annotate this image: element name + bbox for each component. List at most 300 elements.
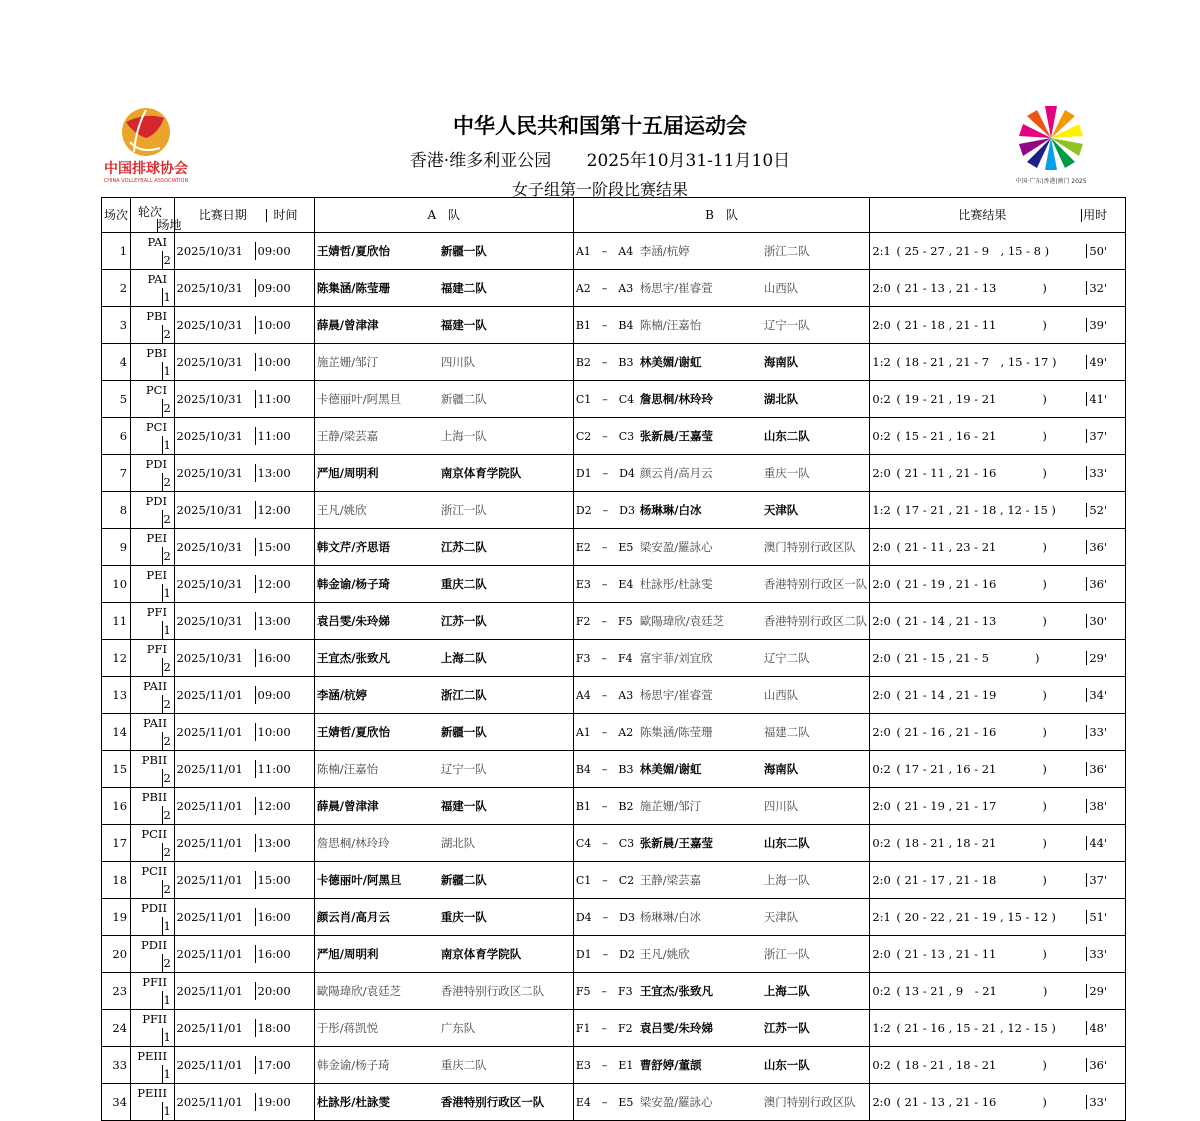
duration: 36' [1086, 540, 1107, 554]
results-subtitle: 女子组第一阶段比赛结果 [511, 180, 688, 199]
date-time [174, 1084, 314, 1121]
match-no: 1 [102, 233, 131, 270]
table-row [102, 381, 1200, 418]
set-detail: ( 13 - 21 , 9 - 21 ) [896, 984, 1048, 998]
set-score: 2:0 [872, 577, 891, 591]
court: 1 [163, 919, 171, 933]
team-a-cell [314, 270, 573, 307]
team-a-name: 新疆二队 [440, 392, 487, 406]
match-no: 20 [102, 936, 131, 973]
set-score: 2:0 [872, 947, 891, 961]
round-court [131, 714, 174, 751]
pool-positions: F5 – F3 [575, 984, 633, 998]
team-b-players: 曹舒婷/董颉 [639, 1057, 702, 1072]
match-time: 15:00 [255, 871, 296, 889]
team-b-name: 澳门特别行政区队 [763, 539, 856, 554]
match-time: 16:00 [255, 649, 296, 667]
court: 1 [163, 1104, 171, 1118]
team-a-name: 新疆一队 [440, 725, 487, 739]
court: 2 [163, 845, 171, 859]
team-a-cell [314, 862, 573, 899]
round: PFI [146, 642, 168, 656]
team-a-name: 重庆一队 [440, 910, 487, 924]
table-row [102, 344, 1200, 381]
match-date: 2025/11/01 [176, 1058, 243, 1072]
team-b-players: 张新晨/王嘉莹 [639, 428, 714, 443]
court: 1 [163, 438, 171, 452]
table-row [102, 529, 1200, 566]
team-b-cell [573, 973, 870, 1010]
table-row [102, 566, 1200, 603]
pool-positions: F3 – F4 [575, 651, 633, 665]
round-court [131, 973, 174, 1010]
court: 2 [163, 549, 171, 563]
event-dates: 2025年10月31-11月10日 [586, 151, 791, 171]
set-detail: ( 21 - 19 , 21 - 16 ) [896, 577, 1047, 591]
team-a-name: 南京体育学院队 [440, 947, 522, 961]
duration: 33' [1086, 947, 1107, 961]
results-body [102, 233, 1200, 1121]
set-score: 2:0 [872, 799, 891, 813]
match-no: 17 [102, 825, 131, 862]
match-date: 2025/10/31 [176, 429, 243, 443]
match-date: 2025/11/01 [176, 910, 243, 924]
result-cell [870, 1047, 1126, 1084]
result-cell [870, 640, 1126, 677]
match-no: 12 [102, 640, 131, 677]
match-no: 8 [102, 492, 131, 529]
team-a-players: 于彤/蒋凯悦 [316, 1021, 379, 1035]
match-no: 9 [102, 529, 131, 566]
pool-positions: C1 – C2 [575, 873, 635, 887]
team-b-name: 上海一队 [763, 872, 810, 887]
date-time [174, 270, 314, 307]
set-score: 0:2 [872, 984, 891, 998]
team-b-cell [573, 936, 870, 973]
result-cell [870, 455, 1126, 492]
table-row [102, 1047, 1200, 1084]
team-b-players: 梁安盈/羅詠心 [639, 539, 713, 554]
match-time: 20:00 [255, 982, 296, 1000]
date-time [174, 862, 314, 899]
table-row [102, 714, 1200, 751]
team-a-cell [314, 455, 573, 492]
pool-positions: B4 – B3 [575, 762, 634, 776]
date-time [174, 714, 314, 751]
team-a-name: 广东队 [440, 1021, 476, 1035]
result-cell [870, 307, 1126, 344]
team-a-players: 卡德丽叶/阿黑旦 [316, 873, 402, 887]
team-b-cell [573, 270, 870, 307]
team-b-cell [573, 307, 870, 344]
pool-positions: E4 – E5 [575, 1095, 634, 1109]
match-time: 11:00 [255, 427, 296, 445]
team-b-players: 王凡/姚欣 [639, 946, 690, 961]
team-a-players: 严旭/周明利 [316, 947, 379, 961]
date-time [174, 344, 314, 381]
team-a-cell [314, 1084, 573, 1121]
team-a-name: 浙江一队 [440, 503, 487, 517]
team-a-players: 詹思桐/林玲玲 [316, 836, 390, 850]
court: 1 [163, 586, 171, 600]
team-a-players: 施芷姗/邹汀 [316, 355, 379, 369]
team-b-players: 林美媚/谢虹 [639, 354, 702, 369]
team-a-cell [314, 825, 573, 862]
round: PCII [141, 827, 168, 841]
venue-dates [0, 146, 1200, 171]
court: 1 [163, 623, 171, 637]
team-b-players: 杨琳琳/白冰 [639, 502, 702, 517]
team-b-players: 施芷姗/邹汀 [639, 798, 702, 813]
date-time [174, 788, 314, 825]
set-detail: ( 17 - 21 , 21 - 18 , 12 - 15 ) [896, 503, 1056, 517]
set-score: 0:2 [872, 392, 891, 406]
col-duration: 用时 [1083, 207, 1108, 222]
court: 2 [163, 327, 171, 341]
round: PDII [140, 901, 168, 915]
table-row [102, 862, 1200, 899]
team-a-cell [314, 640, 573, 677]
set-score: 0:2 [872, 1058, 891, 1072]
match-time: 09:00 [255, 686, 296, 704]
set-score: 2:0 [872, 614, 891, 628]
match-date: 2025/10/31 [176, 466, 243, 480]
pool-positions: F1 – F2 [575, 1021, 633, 1035]
team-b-name: 上海二队 [763, 983, 810, 998]
duration: 39' [1086, 318, 1107, 332]
round-court [131, 862, 174, 899]
team-a-players: 袁吕雯/朱玲娣 [316, 614, 391, 628]
team-a-name: 重庆二队 [440, 577, 487, 591]
match-time: 17:00 [255, 1056, 296, 1074]
duration: 29' [1086, 651, 1107, 665]
team-a-players: 李涵/杭婷 [316, 688, 368, 702]
team-b-players: 杨琳琳/白冰 [639, 909, 702, 924]
result-cell [870, 529, 1126, 566]
duration: 36' [1086, 577, 1107, 591]
team-b-players: 王宜杰/张致凡 [639, 983, 714, 998]
date-time [174, 899, 314, 936]
team-b-cell [573, 455, 870, 492]
team-b-name: 浙江二队 [763, 243, 810, 258]
team-a-players: 韩文芹/齐思语 [316, 540, 391, 554]
date-time [174, 677, 314, 714]
set-detail: ( 18 - 21 , 21 - 7 , 15 - 17 ) [896, 355, 1057, 369]
round-court [131, 603, 174, 640]
date-time [174, 751, 314, 788]
round-court [131, 418, 174, 455]
cva-logo-text: 中国排球协会 [104, 161, 188, 177]
result-cell [870, 1010, 1126, 1047]
set-detail: ( 18 - 21 , 18 - 21 ) [896, 836, 1047, 850]
match-no: 19 [102, 899, 131, 936]
match-time: 09:00 [255, 279, 296, 297]
team-b-cell [573, 677, 870, 714]
match-time: 13:00 [255, 834, 296, 852]
set-detail: ( 21 - 15 , 21 - 5 ) [896, 651, 1040, 665]
team-a-cell [314, 529, 573, 566]
team-b-name: 山东一队 [763, 1057, 810, 1072]
date-time [174, 307, 314, 344]
col-result-label: 比赛结果 [958, 207, 1007, 222]
court: 2 [163, 512, 171, 526]
round: PFI [146, 605, 168, 619]
court: 2 [163, 475, 171, 489]
round: PDI [145, 457, 168, 471]
table-header-row [102, 198, 1200, 233]
set-score: 2:0 [872, 688, 891, 702]
team-b-cell [573, 418, 870, 455]
round: PEIII [137, 1049, 168, 1063]
set-detail: ( 21 - 14 , 21 - 19 ) [896, 688, 1047, 702]
match-no: 10 [102, 566, 131, 603]
team-b-cell [573, 640, 870, 677]
team-b-players: 富宇菲/刘宜欣 [639, 650, 713, 665]
duration: 52' [1086, 503, 1107, 517]
match-date: 2025/10/31 [176, 392, 243, 406]
set-detail: ( 19 - 21 , 19 - 21 ) [896, 392, 1047, 406]
court: 1 [163, 1067, 171, 1081]
round-court [131, 825, 174, 862]
match-date: 2025/10/31 [176, 318, 243, 332]
table-row [102, 1084, 1200, 1121]
result-cell [870, 899, 1126, 936]
match-no: 13 [102, 677, 131, 714]
team-a-name: 江苏一队 [440, 614, 487, 628]
match-no: 3 [102, 307, 131, 344]
round: PCI [145, 420, 168, 434]
team-b-cell [573, 492, 870, 529]
set-detail: ( 25 - 27 , 21 - 9 , 15 - 8 ) [896, 244, 1050, 258]
match-time: 12:00 [255, 797, 296, 815]
date-time [174, 1010, 314, 1047]
set-detail: ( 21 - 13 , 21 - 16 ) [896, 1095, 1047, 1109]
table-row [102, 307, 1200, 344]
col-team-a: A 队 [314, 198, 573, 233]
set-score: 2:1 [872, 244, 891, 258]
duration: 30' [1086, 614, 1107, 628]
result-cell [870, 418, 1126, 455]
pool-positions: A2 – A3 [575, 281, 634, 295]
result-cell [870, 862, 1126, 899]
pool-positions: D1 – D2 [575, 947, 635, 961]
team-b-cell [573, 862, 870, 899]
match-date: 2025/10/31 [176, 614, 243, 628]
match-no: 6 [102, 418, 131, 455]
pool-positions: A1 – A2 [575, 725, 634, 739]
table-row [102, 455, 1200, 492]
round: PBI [146, 309, 168, 323]
round: PCII [141, 864, 168, 878]
team-a-name: 浙江二队 [440, 688, 487, 702]
table-row [102, 233, 1200, 270]
table-row [102, 751, 1200, 788]
result-cell [870, 788, 1126, 825]
round-court [131, 270, 174, 307]
set-score: 2:0 [872, 1095, 891, 1109]
match-time: 13:00 [255, 612, 296, 630]
pool-positions: C4 – C3 [575, 836, 635, 850]
table-row [102, 973, 1200, 1010]
team-b-cell [573, 899, 870, 936]
table-row [102, 603, 1200, 640]
duration: 51' [1086, 910, 1107, 924]
match-date: 2025/10/31 [176, 244, 243, 258]
team-a-cell [314, 307, 573, 344]
duration: 37' [1086, 429, 1107, 443]
table-row [102, 899, 1200, 936]
round: PAI [147, 272, 168, 286]
set-detail: ( 21 - 19 , 21 - 17 ) [896, 799, 1047, 813]
match-time: 12:00 [255, 575, 296, 593]
date-time [174, 603, 314, 640]
date-time [174, 418, 314, 455]
results-table [101, 197, 1200, 1121]
duration: 36' [1086, 762, 1107, 776]
duration: 29' [1086, 984, 1107, 998]
match-date: 2025/11/01 [176, 947, 243, 961]
match-no: 5 [102, 381, 131, 418]
round: PDI [145, 494, 168, 508]
date-time [174, 825, 314, 862]
team-a-name: 福建一队 [440, 318, 487, 332]
team-b-name: 山东二队 [763, 428, 810, 443]
result-cell [870, 603, 1126, 640]
team-a-name: 南京体育学院队 [440, 466, 522, 480]
set-score: 2:1 [872, 910, 891, 924]
duration: 49' [1086, 355, 1107, 369]
team-a-players: 杜詠彤/杜詠雯 [316, 1095, 391, 1109]
team-a-players: 薛晨/曾津津 [316, 799, 379, 813]
team-a-players: 陈楠/汪嘉怡 [316, 762, 379, 776]
pool-positions: D1 – D4 [575, 466, 635, 480]
set-detail: ( 21 - 13 , 21 - 13 ) [896, 281, 1047, 295]
team-b-name: 海南队 [763, 761, 799, 776]
match-date: 2025/11/01 [176, 873, 243, 887]
col-team-b: B 队 [573, 198, 870, 233]
match-date: 2025/11/01 [176, 762, 243, 776]
team-a-name: 福建二队 [440, 281, 487, 295]
round-court [131, 1047, 174, 1084]
set-score: 0:2 [872, 429, 891, 443]
set-score: 1:2 [872, 503, 891, 517]
team-b-players: 袁吕雯/朱玲娣 [639, 1020, 714, 1035]
result-cell [870, 344, 1126, 381]
team-b-players: 歐陽瑋欣/袁廷芝 [639, 613, 725, 628]
team-b-players: 李涵/杭婷 [639, 243, 690, 258]
court: 1 [163, 993, 171, 1007]
match-date: 2025/11/01 [176, 799, 243, 813]
set-detail: ( 21 - 11 , 23 - 21 ) [896, 540, 1047, 554]
match-date: 2025/11/01 [176, 725, 243, 739]
match-date: 2025/11/01 [176, 688, 243, 702]
court: 2 [163, 401, 171, 415]
pool-positions: D2 – D3 [575, 503, 635, 517]
team-b-cell [573, 566, 870, 603]
team-b-players: 王静/梁芸嘉 [639, 872, 702, 887]
match-date: 2025/10/31 [176, 577, 243, 591]
result-cell [870, 973, 1126, 1010]
games-logo-text: 中国·广东|香港|澳门 2025 [1015, 178, 1087, 185]
team-a-cell [314, 714, 573, 751]
result-cell [870, 936, 1126, 973]
set-score: 2:0 [872, 725, 891, 739]
set-detail: ( 18 - 21 , 18 - 21 ) [896, 1058, 1047, 1072]
pool-positions: A4 – A3 [575, 688, 634, 702]
court: 2 [163, 253, 171, 267]
result-cell [870, 492, 1126, 529]
team-a-players: 卡德丽叶/阿黑旦 [316, 392, 402, 406]
team-b-players: 林美媚/谢虹 [639, 761, 702, 776]
round-court [131, 566, 174, 603]
team-a-cell [314, 1010, 573, 1047]
team-a-cell [314, 233, 573, 270]
team-a-players: 王宜杰/张致凡 [316, 651, 391, 665]
table-row [102, 825, 1200, 862]
team-b-name: 澳门特别行政区队 [763, 1094, 856, 1109]
cva-logo-subtext: CHINA VOLLEYBALL ASSOCIATION [103, 178, 189, 184]
match-time: 16:00 [255, 908, 296, 926]
team-b-players: 张新晨/王嘉莹 [639, 835, 714, 850]
court: 1 [163, 364, 171, 378]
match-no: 16 [102, 788, 131, 825]
match-time: 10:00 [255, 723, 296, 741]
round-court [131, 1084, 174, 1121]
match-date: 2025/11/01 [176, 836, 243, 850]
date-time [174, 381, 314, 418]
table-row [102, 677, 1200, 714]
team-a-players: 颜云肖/高月云 [316, 910, 391, 924]
pool-positions: E3 – E1 [575, 1058, 634, 1072]
match-date: 2025/10/31 [176, 540, 243, 554]
team-a-cell [314, 788, 573, 825]
set-detail: ( 15 - 21 , 16 - 21 ) [896, 429, 1047, 443]
team-b-players: 詹思桐/林玲玲 [639, 391, 714, 406]
table-row [102, 936, 1200, 973]
team-b-players: 杨思宇/崔睿萱 [639, 280, 713, 295]
team-b-name: 重庆一队 [763, 465, 810, 480]
set-detail: ( 21 - 16 , 15 - 21 , 12 - 15 ) [896, 1021, 1056, 1035]
duration: 44' [1086, 836, 1107, 850]
team-b-name: 浙江一队 [763, 946, 810, 961]
team-a-players: 韩金谕/杨子琦 [316, 1058, 390, 1072]
team-b-cell [573, 825, 870, 862]
result-cell [870, 714, 1126, 751]
team-a-name: 重庆二队 [440, 1058, 487, 1072]
duration: 32' [1086, 281, 1107, 295]
duration: 38' [1086, 799, 1107, 813]
team-a-cell [314, 566, 573, 603]
pool-positions: E2 – E5 [575, 540, 634, 554]
team-b-name: 辽宁二队 [763, 650, 810, 665]
round: PFII [142, 1012, 168, 1026]
team-b-cell [573, 714, 870, 751]
team-b-name: 香港特别行政区一队 [763, 576, 868, 591]
team-b-name: 辽宁一队 [763, 317, 810, 332]
team-a-name: 新疆二队 [440, 873, 487, 887]
team-b-name: 天津队 [763, 909, 799, 924]
court: 2 [163, 697, 171, 711]
match-time: 19:00 [255, 1093, 296, 1111]
match-time: 18:00 [255, 1019, 296, 1037]
team-b-players: 陈集涵/陈莹珊 [639, 724, 713, 739]
round: PEI [146, 531, 168, 545]
col-time: 时间 [266, 209, 305, 222]
match-no: 14 [102, 714, 131, 751]
round-court [131, 640, 174, 677]
team-b-players: 梁安盈/羅詠心 [639, 1094, 713, 1109]
result-cell [870, 566, 1126, 603]
